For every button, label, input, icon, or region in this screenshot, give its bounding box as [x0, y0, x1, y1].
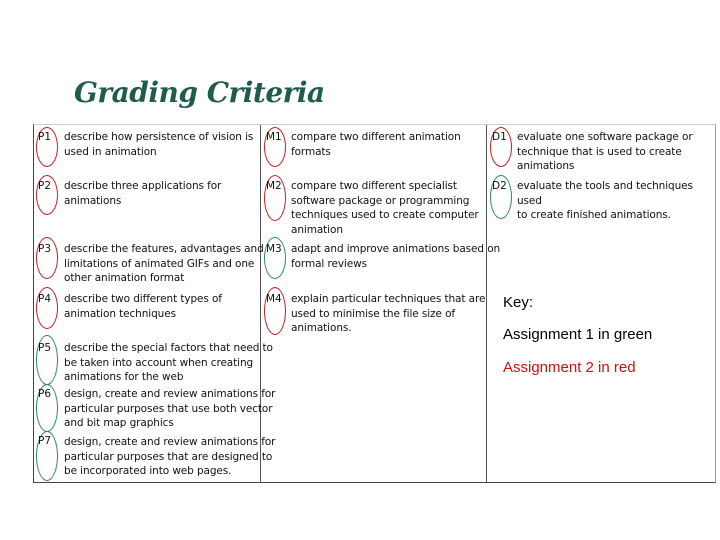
criterion-code: P1: [38, 131, 52, 143]
criterion-code: P6: [38, 388, 52, 400]
page-title: Grading Criteria: [74, 76, 325, 109]
criterion-code: M3: [266, 243, 282, 255]
criterion-desc: describe how persistence of vision is used in animation: [64, 131, 254, 158]
key-assignment-1: Assignment 1 in green: [503, 326, 653, 343]
criterion-desc: compare two different animation formats: [291, 131, 461, 158]
criterion-desc: explain particular techniques that are used to minimise the file size of animations.: [291, 293, 486, 334]
criterion-code: M4: [266, 293, 282, 305]
criterion-desc: describe the special factors that need to be taken into account when creating animations for the web: [64, 342, 273, 383]
criterion-desc: evaluate one software package or technique that is used to create animations: [517, 131, 693, 172]
criterion-desc: describe three applications for animations: [64, 180, 222, 207]
criterion-desc: design, create and review animations for particular purposes that use both vector and bit map graphics: [64, 388, 276, 429]
criterion-code: P3: [38, 243, 52, 255]
criteria-table: [33, 124, 716, 483]
criterion-code: M1: [266, 131, 282, 143]
criterion-desc: evaluate the tools and techniques used to create finished animations.: [517, 180, 693, 221]
criterion-code: P5: [38, 342, 52, 354]
criterion-desc: describe two different types of animation techniques: [64, 293, 222, 320]
criterion-desc: describe the features, advantages and limitations of animated GIFs and one other animation format: [64, 243, 264, 284]
criterion-code: P7: [38, 435, 52, 447]
criterion-desc: compare two different specialist software package or programming techniques used to create computer animation: [291, 180, 479, 236]
key-heading: Key:: [503, 294, 534, 311]
key-assignment-2: Assignment 2 in red: [503, 359, 636, 376]
criterion-code: D2: [492, 180, 507, 192]
criterion-code: P2: [38, 180, 52, 192]
criterion-code: P4: [38, 293, 52, 305]
column-divider: [486, 125, 487, 482]
criterion-desc: design, create and review animations for particular purposes that are designed to be incorporated into web pages.: [64, 436, 276, 477]
criterion-code: M2: [266, 180, 282, 192]
criterion-desc: adapt and improve animations based on formal reviews: [291, 243, 501, 270]
criterion-code: D1: [492, 131, 507, 143]
